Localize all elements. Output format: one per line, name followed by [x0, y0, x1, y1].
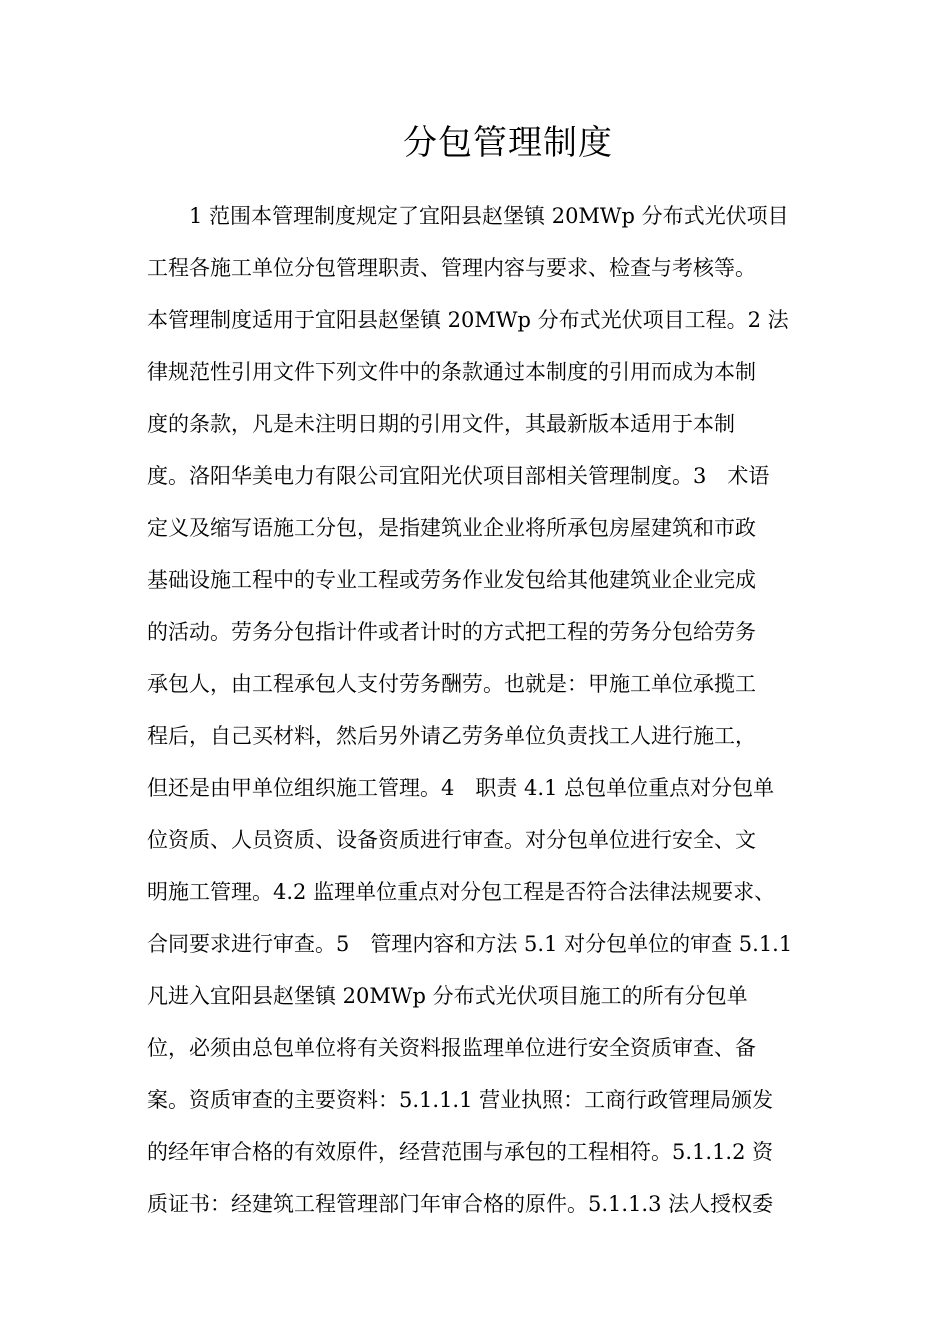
body-line: 位资质、人员资质、设备资质进行审查。对分包单位进行安全、文: [147, 828, 756, 852]
body-line: 工程各施工单位分包管理职责、管理内容与要求、检查与考核等。: [147, 256, 756, 280]
body-line: 案。资质审查的主要资料：5.1.1.1 营业执照：工商行政管理局颁发: [147, 1088, 774, 1112]
body-line: 凡进入宜阳县赵堡镇 20MWp 分布式光伏项目施工的所有分包单: [147, 984, 748, 1008]
body-line: 程后，自己买材料，然后另外请乙劳务单位负责找工人进行施工，: [147, 724, 756, 748]
body-line: 律规范性引用文件下列文件中的条款通过本制度的引用而成为本制: [147, 360, 756, 384]
body-line: 度的条款，凡是未注明日期的引用文件，其最新版本适用于本制: [147, 412, 735, 436]
body-line: 承包人，由工程承包人支付劳务酬劳。也就是：甲施工单位承揽工: [147, 672, 756, 696]
body-line: 位，必须由总包单位将有关资料报监理单位进行安全资质审查、备: [147, 1036, 756, 1060]
body-line: 合同要求进行审查。5 管理内容和方法 5.1 对分包单位的审查 5.1.1: [147, 932, 793, 956]
body-line: 1 范围本管理制度规定了宜阳县赵堡镇 20MWp 分布式光伏项目: [147, 204, 789, 228]
body-line: 明施工管理。4.2 监理单位重点对分包工程是否符合法律法规要求、: [147, 880, 776, 904]
body-line: 本管理制度适用于宜阳县赵堡镇 20MWp 分布式光伏项目工程。2 法: [147, 308, 789, 332]
document-title: 分包管理制度: [403, 123, 613, 163]
body-line: 的经年审合格的有效原件，经营范围与承包的工程相符。5.1.1.2 资: [147, 1140, 774, 1164]
document-body: [147, 198, 817, 1238]
body-line: 度。洛阳华美电力有限公司宜阳光伏项目部相关管理制度。3 术语: [147, 464, 770, 488]
body-line: 但还是由甲单位组织施工管理。4 职责 4.1 总包单位重点对分包单: [147, 776, 775, 800]
body-line: 基础设施工程中的专业工程或劳务作业发包给其他建筑业企业完成: [147, 568, 756, 592]
body-line: 定义及缩写语施工分包，是指建筑业企业将所承包房屋建筑和市政: [147, 516, 756, 540]
body-line: 的活动。劳务分包指计件或者计时的方式把工程的劳务分包给劳务: [147, 620, 756, 644]
body-line: 质证书：经建筑工程管理部门年审合格的原件。5.1.1.3 法人授权委: [147, 1192, 774, 1216]
